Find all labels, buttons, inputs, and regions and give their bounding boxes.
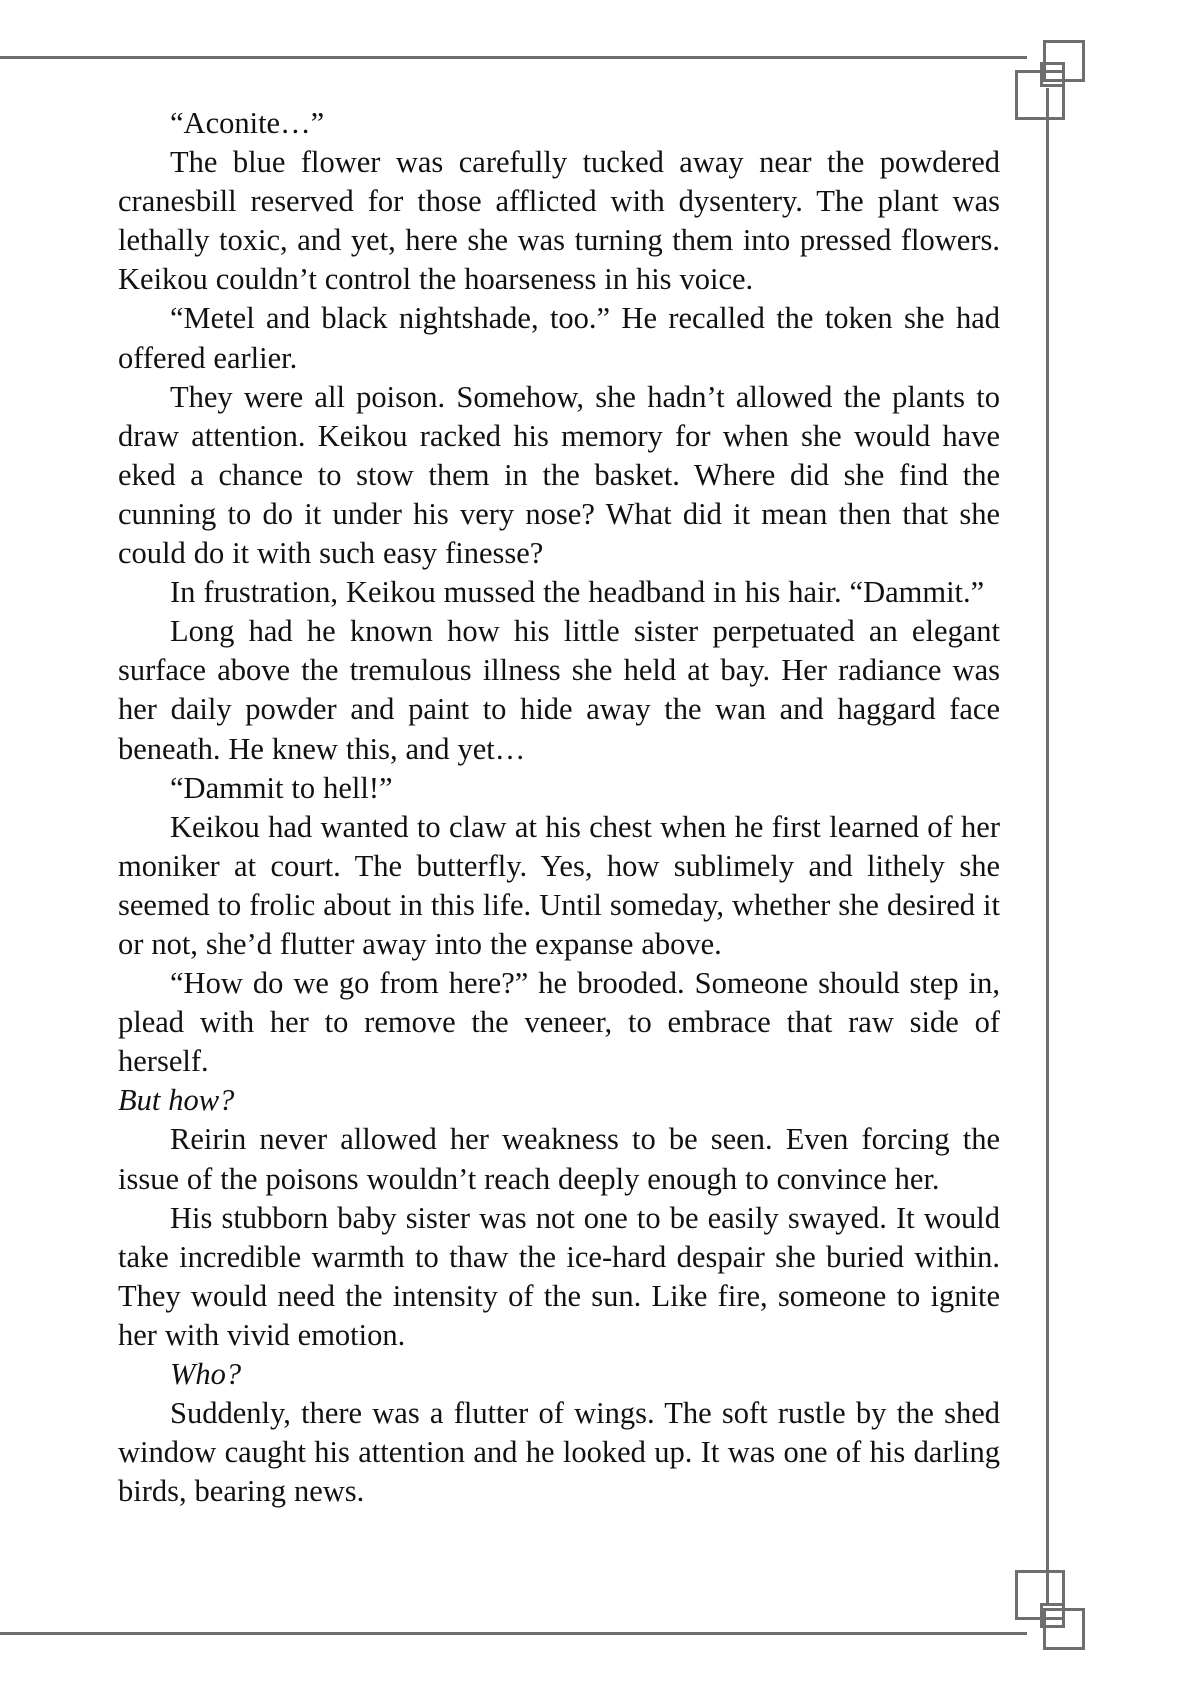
inner-thought-line: But how? (118, 1083, 235, 1118)
paragraph: In frustration, Keikou mussed the headband in his hair. “Dammit.” (170, 575, 985, 610)
ornament-small-square-icon (1040, 62, 1065, 87)
top-border-rule (0, 56, 1027, 59)
paragraph: “Aconite…” (170, 106, 325, 140)
right-border-rule (1046, 88, 1049, 1606)
paragraph: Reirin never allowed her weakness to be seen. Even forcing the issue of the poisons wouldn’t reach deeply enough to convince her. (118, 1122, 1000, 1196)
top-right-corner-ornament-icon (1005, 40, 1085, 120)
paragraph: Keikou had wanted to claw at his chest when he first learned of her moniker at court. The butterfly. Yes, how sublimely and lithely she seemed to frolic about in this life. Until someday, whether she desired it or not, she’d flutter away into the expanse above. (118, 809, 1000, 961)
ornament-small-square-icon (1040, 1603, 1065, 1628)
paragraph: Long had he known how his little sister perpetuated an elegant surface above the tremulous illness she held at bay. Her radiance was her daily powder and paint to hide away the wan and haggard face beneath. He knew this, and yet… (118, 614, 1000, 766)
paragraph: Suddenly, there was a flutter of wings. The soft rustle by the shed window caught his attention and he looked up. It was one of his darling birds, bearing news. (118, 1396, 1000, 1509)
paragraph: “Metel and black nightshade, too.” He recalled the token she had offered earlier. (118, 301, 1000, 375)
inner-thought-line: Who? (170, 1357, 242, 1391)
paragraph: The blue flower was carefully tucked away near the powdered cranesbill reserved for those afflicted with dysentery. The plant was lethally toxic, and yet, here she was turning them into pressed flowers. Keikou couldn’t control the hoarseness in his voice. (118, 145, 1000, 297)
paragraph: “How do we go from here?” he brooded. Someone should step in, plead with her to remove the veneer, to embrace that raw side of herself. (118, 966, 1000, 1079)
page-text-column (118, 104, 1000, 1511)
paragraph: “Dammit to hell!” (170, 770, 393, 805)
paragraph: They were all poison. Somehow, she hadn’t allowed the plants to draw attention. Keikou racked his memory for when she would have eked a chance to stow them in the basket. Where did she find the cunning to do it under his very nose? What did it mean then that she could do it with such easy finesse? (118, 379, 1000, 571)
bottom-border-rule (0, 1632, 1027, 1635)
paragraph: His stubborn baby sister was not one to be easily swayed. It would take incredible warmth to thaw the ice-hard despair she buried within. They would need the intensity of the sun. Like fire, someone to ignite her with vivid emotion. (118, 1200, 1000, 1352)
bottom-right-corner-ornament-icon (1005, 1570, 1085, 1650)
